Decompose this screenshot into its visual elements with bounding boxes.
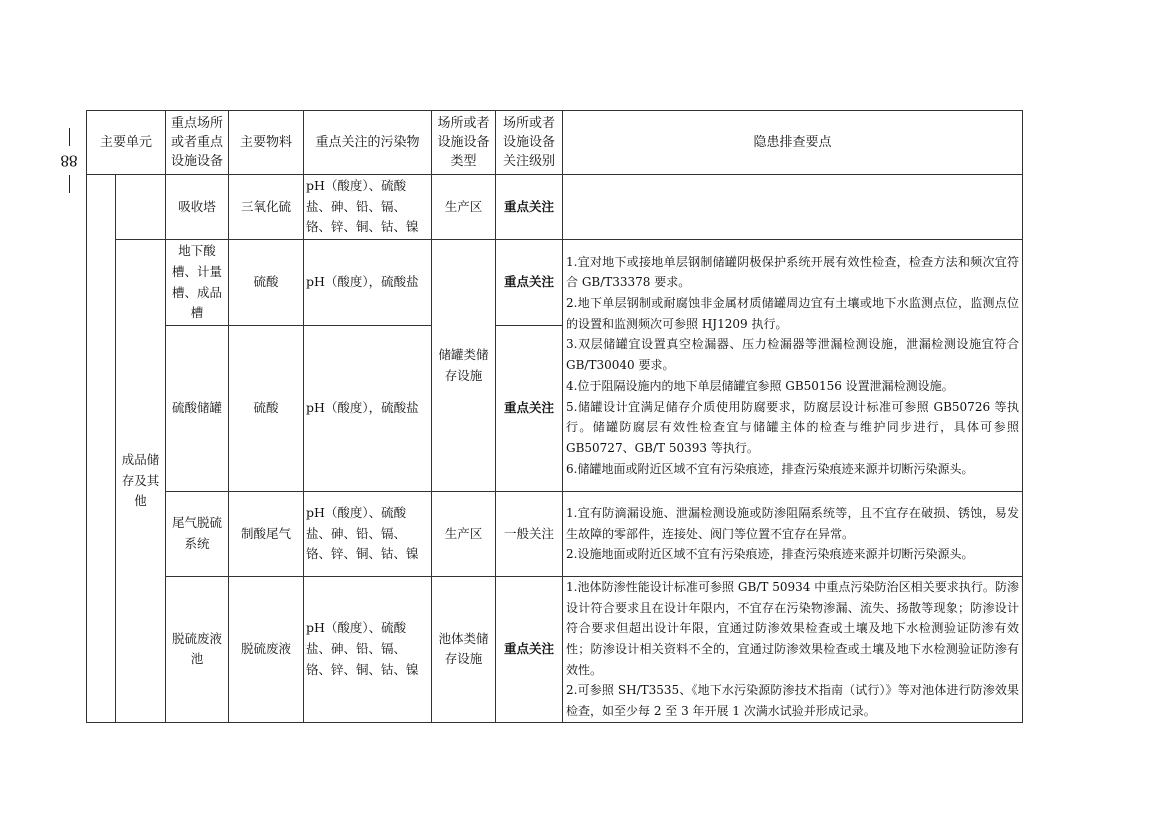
header-points: 隐患排查要点 [563, 111, 1023, 175]
header-row [87, 111, 1023, 175]
point-item: 3.双层储罐宜设置真空检漏器、压力检漏器等泄漏检测设施，泄漏检测设施宜符合 GB/T30040 要求。 [566, 337, 1019, 373]
point-item: 6.储罐地面或附近区域不宜有污染痕迹，排查污染痕迹来源并切断污染源头。 [566, 461, 974, 476]
points-cell-empty [563, 175, 1023, 240]
pollutant-cell: pH（酸度）、硫酸盐、砷、铅、镉、铬、锌、铜、钴、镍 [304, 576, 432, 722]
outer-unit-cell [87, 175, 116, 723]
point-item: 4.位于阻隔设施内的地下单层储罐宜参照 GB50156 设置泄漏检测设施。 [566, 378, 954, 393]
type-cell: 生产区 [432, 175, 496, 240]
point-item: 2.可参照 SH/T3535、《地下水污染源防渗技术指南（试行）》等对池体进行防渗效果检查，如至少每 2 至 3 年开展 1 次满水试验并形成记录。 [566, 683, 1019, 719]
point-item: 1.池体防渗性能设计标准可参照 GB/T 50934 中重点污染防治区相关要求执行。防渗设计符合要求且在设计年限内，不宜存在污染物渗漏、流失、扬散等现象；防渗设计符合要求但超出设计年限，宜通过防渗效果检查或土壤及地下水检测验证防渗有效性；防渗设计相关资料不全的，宜通过防渗效果检查或土壤及地下水检测验证防渗有效性。 [566, 579, 1019, 677]
pollutant-cell: pH（酸度），硫酸盐 [304, 240, 432, 326]
pollutant-cell: pH（酸度）、硫酸盐、砷、铅、镉、铬、锌、铜、钴、镍 [304, 491, 432, 576]
header-level: 场所或者设施设备关注级别 [496, 111, 563, 175]
level-cell: 重点关注 [496, 240, 563, 326]
material-cell: 三氧化硫 [229, 175, 304, 240]
type-cell: 生产区 [432, 491, 496, 576]
facility-cell: 硫酸储罐 [166, 325, 229, 491]
page-number-dash-bottom [69, 175, 70, 193]
header-facility: 重点场所或者重点设施设备 [166, 111, 229, 175]
point-item: 1.宜对地下或接地单层钢制储罐阴极保护系统开展有效性检查，检查方法和频次宜符合 GB/T33378 要求。 [566, 254, 1019, 290]
material-cell: 硫酸 [229, 240, 304, 326]
facility-cell: 尾气脱硫系统 [166, 491, 229, 576]
table-row [87, 240, 1023, 326]
facility-cell: 脱硫废液池 [166, 576, 229, 722]
type-cell: 池体类储存设施 [432, 576, 496, 722]
header-type: 场所或者设施设备类型 [432, 111, 496, 175]
material-cell: 硫酸 [229, 325, 304, 491]
hazard-inspection-table [86, 110, 1023, 723]
level-cell: 一般关注 [496, 491, 563, 576]
pollutant-cell: pH（酸度），硫酸盐 [304, 325, 432, 491]
section-unit-cell: 成品储存及其他 [116, 240, 166, 723]
point-item: 2.设施地面或附近区域不宜有污染痕迹，排查污染痕迹来源并切断污染源头。 [566, 547, 974, 562]
table-row [87, 576, 1023, 722]
level-cell: 重点关注 [496, 175, 563, 240]
point-item: 2.地下单层钢制或耐腐蚀非金属材质储罐周边宜有土壤或地下水监测点位，监测点位的设置和监测频次可参照 HJ1209 执行。 [566, 296, 1019, 331]
page-number-text: 88 [60, 151, 78, 171]
pollutant-cell: pH（酸度）、硫酸盐、砷、铅、镉、铬、锌、铜、钴、镍 [304, 175, 432, 240]
level-cell: 重点关注 [496, 576, 563, 722]
header-unit: 主要单元 [87, 111, 166, 175]
material-cell: 脱硫废液 [229, 576, 304, 722]
type-cell-tank: 储罐类储存设施 [432, 240, 496, 492]
points-cell-tank [563, 240, 1023, 492]
facility-cell: 吸收塔 [166, 175, 229, 240]
point-item: 5.储罐设计宜满足储存介质使用防腐要求，防腐层设计标准可参照 GB50726 等执行。储罐防腐层有效性检查宜与储罐主体的检查与维护同步进行，具体可参照 GB50727、GB/T 50393 等执行。 [566, 399, 1019, 455]
table-row [87, 175, 1023, 240]
points-cell [563, 491, 1023, 576]
facility-cell: 地下酸槽、计量槽、成品槽 [166, 240, 229, 326]
table-row [87, 491, 1023, 576]
level-cell: 重点关注 [496, 325, 563, 491]
unit-cell-empty [116, 175, 166, 240]
page-number [58, 128, 80, 216]
header-material: 主要物料 [229, 111, 304, 175]
point-item: 1.宜有防滴漏设施、泄漏检测设施或防渗阻隔系统等，且不宜存在破损、锈蚀，易发生故障的零部件，连接处、阀门等位置不宜存在异常。 [566, 505, 1019, 541]
header-pollutant: 重点关注的污染物 [304, 111, 432, 175]
page-number-dash-top [69, 128, 70, 146]
points-cell [563, 576, 1023, 722]
material-cell: 制酸尾气 [229, 491, 304, 576]
